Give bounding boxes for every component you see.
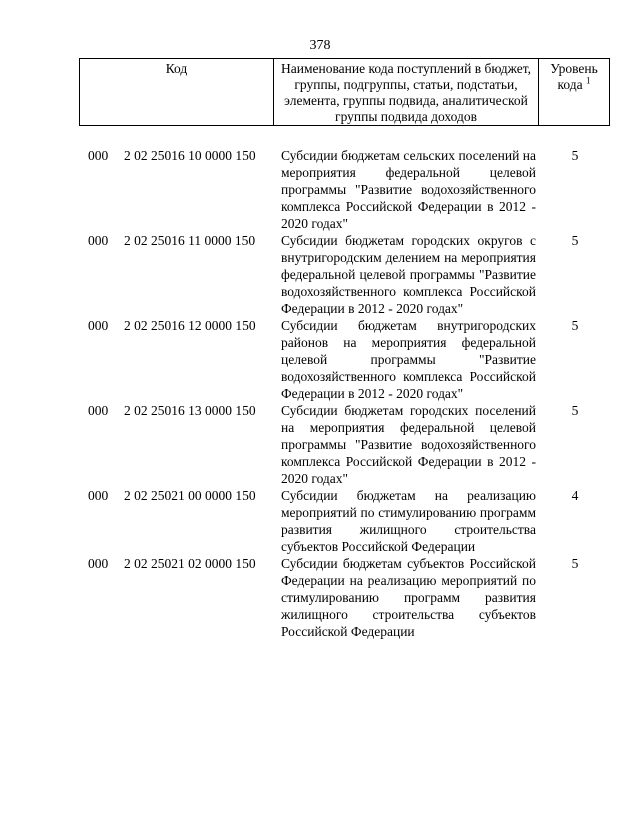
income-code: 2 02 25016 13 0000 150 (124, 403, 256, 418)
income-name: Субсидии бюджетам городских поселений на мероприятия федеральной целевой программы "Развитие водохозяйственного комплекса Российской Федерации в 2012 - 2020 годах" (281, 403, 536, 486)
table-row (0, 402, 640, 487)
income-code: 2 02 25016 11 0000 150 (124, 233, 256, 248)
income-name: Субсидии бюджетам городских округов с внутригородским делением на мероприятия федеральной целевой программы "Развитие водохозяйственного комплекса Российской Федерации в 2012 - 2020 годах" (281, 233, 536, 316)
income-code: 2 02 25021 00 0000 150 (124, 488, 256, 503)
income-name: Субсидии бюджетам сельских поселений на мероприятия федеральной целевой программы "Развитие водохозяйственного комплекса Российской Федерации в 2012 - 2020 годах" (281, 148, 536, 231)
table-row (0, 555, 640, 640)
admin-code: 000 (88, 556, 109, 571)
admin-code: 000 (88, 148, 109, 163)
income-name: Субсидии бюджетам на реализацию мероприятий по стимулированию программ развития жилищного строительства субъектов Российской Федерации (281, 488, 536, 554)
income-code: 2 02 25016 12 0000 150 (124, 318, 256, 333)
code-level: 4 (571, 488, 579, 503)
income-name: Субсидии бюджетам субъектов Российской Федерации на реализацию мероприятий по стимулированию программ развития жилищного строительства субъектов Российской Федерации (281, 556, 536, 639)
table-header (79, 58, 610, 126)
income-code: 2 02 25016 10 0000 150 (124, 148, 256, 163)
admin-code: 000 (88, 233, 109, 248)
code-level: 5 (571, 556, 579, 571)
header-code: Код (79, 59, 274, 125)
admin-code: 000 (88, 403, 109, 418)
header-level (539, 59, 610, 125)
code-level: 5 (571, 318, 579, 333)
page-number: 378 (309, 38, 331, 53)
code-level: 5 (571, 403, 579, 418)
income-name: Субсидии бюджетам внутригородских районов на мероприятия федеральной целевой программы "Развитие водохозяйственного комплекса Российской Федерации в 2012 - 2020 годах" (281, 318, 536, 401)
table-row (0, 232, 640, 317)
header-name: Наименование кода поступлений в бюджет, группы, подгруппы, статьи, подстатьи, элемента, группы подвида, аналитической группы подвида доходов (274, 59, 539, 125)
code-level: 5 (571, 148, 579, 163)
table-row (0, 147, 640, 232)
income-code: 2 02 25021 02 0000 150 (124, 556, 256, 571)
header-level-label: Уровень кода (550, 61, 598, 92)
code-level: 5 (571, 233, 579, 248)
table-body (0, 147, 640, 640)
admin-code: 000 (88, 318, 109, 333)
footnote-marker: 1 (585, 75, 591, 86)
admin-code: 000 (88, 488, 109, 503)
table-row (0, 487, 640, 555)
table-row (0, 317, 640, 402)
